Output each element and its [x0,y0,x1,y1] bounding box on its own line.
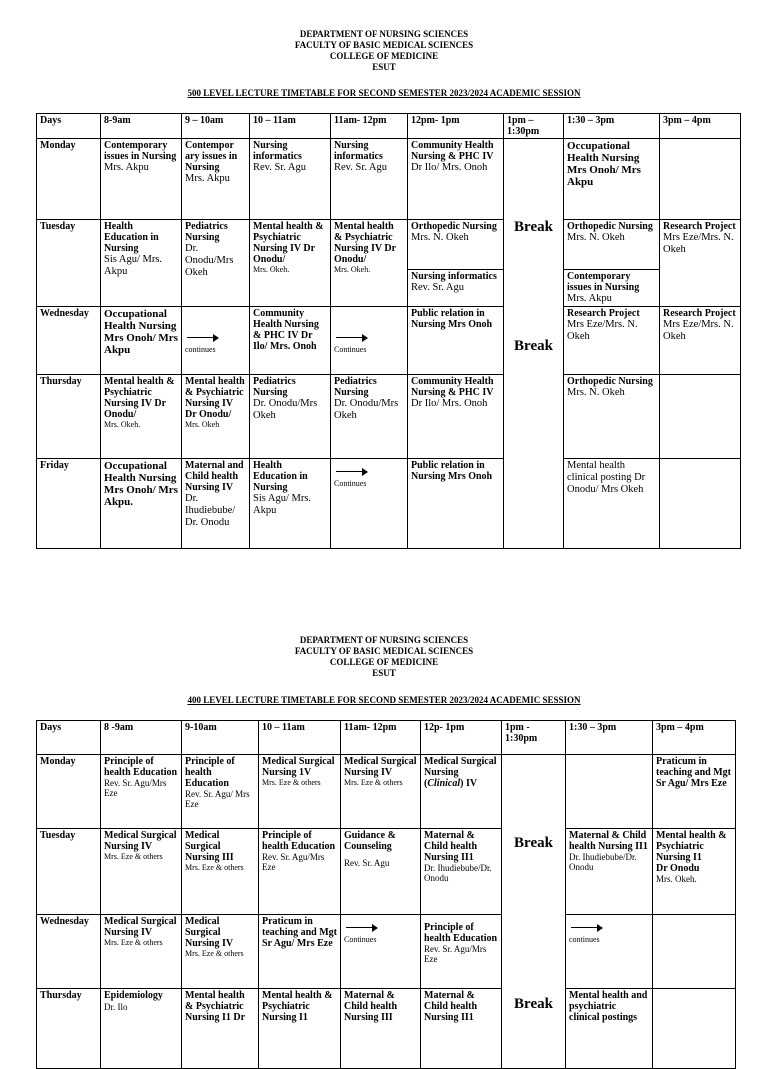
continues-arrow-icon [346,924,378,932]
header-400 [0,635,768,679]
course-name: Health Education in Nursing [104,221,159,254]
course-name: Contempor ary issues in Nursing [185,140,238,173]
continues-label: continues [185,345,216,354]
lecturer: Rev. Sr. Agu [411,282,464,293]
course-name: Principle of health Education [104,756,178,778]
course-name: Maternal and Child health Nursing IV [185,460,244,493]
timetable-cell [564,459,660,549]
lecturer: Rev. Sr. Agu [344,858,390,868]
header-500 [0,29,768,73]
lecturer: Mrs. Okeh [185,420,220,429]
timetable-cell [660,139,741,220]
break-column [504,139,564,549]
timetable-cell [653,915,736,989]
timetable-cell [331,139,408,220]
day-tuesday: Tuesday [37,829,101,915]
timetable-cell [259,755,341,829]
course-name: Medical Surgical Nursing IV [344,756,417,778]
timetable-cell [331,459,408,549]
col-header: 11am- 12pm [331,114,408,139]
course-name: Orthopedic Nursing [567,221,653,232]
lecturer: Mrs. Eze & others [185,863,244,872]
timetable-cell [331,220,408,307]
course-name: Mental health & Psychiatric Nursing IV Dr Onodu/ [185,376,245,420]
lecturer: Mrs. Akpu [185,173,230,184]
day-monday: Monday [37,139,101,220]
col-header: 1pm – 1:30pm [504,114,564,139]
timetable-cell [250,307,331,375]
lecturer: Dr. Onodu/Mrs Okeh [334,398,399,421]
timetable-cell [653,829,736,915]
timetable-cell [408,375,504,459]
course-name: Public relation in Nursing Mrs Onoh [411,460,493,482]
timetable-cell [564,375,660,459]
timetable-cell [101,459,182,549]
timetable-500 [36,113,741,549]
course-name: Mental health & Psychiatric Nursing I1 [262,990,333,1023]
course-name: Research Project [663,221,736,232]
header-line: DEPARTMENT OF NURSING SCIENCES [299,635,469,645]
col-header: 8-9am [101,114,182,139]
course-name: Pediatrics Nursing [334,376,377,398]
timetable-cell [331,307,408,375]
split-top [564,220,659,270]
header-line: COLLEGE OF MEDICINE [329,657,439,667]
col-header: 12p- 1pm [421,721,502,755]
course-name: Praticum in teaching and Mgt Sr Agu/ Mrs Eze [262,916,337,949]
timetable-cell [566,755,653,829]
split-bottom [564,270,659,306]
course-name: Pediatrics Nursing [185,221,228,243]
header-line: ESUT [372,668,396,678]
course-name [424,756,498,789]
timetable-cell [259,989,341,1069]
course-name: Pediatrics Nursing [253,376,296,398]
col-header: 8 -9am [101,721,182,755]
lecturer: Mrs. N. Okeh [567,387,625,398]
day-friday: Friday [37,459,101,549]
lecturer: Dr. Ihudiebube/ Dr. Onodu [185,493,236,528]
lecturer: Mrs. N. Okeh [411,232,469,243]
col-header: 9-10am [182,721,259,755]
course-name: Contemporary issues in Nursing [104,140,177,162]
lecturer: Dr. Onodu/Mrs Okeh [185,243,234,278]
lecturer: Mrs Eze/Mrs. N. Okeh [567,319,638,342]
continues-arrow-icon [336,334,368,342]
lecturer: Mrs Eze/Mrs. N. Okeh [663,232,734,255]
table-header-row [37,114,741,139]
timetable-cell [341,915,421,989]
course-name: Principle of health Education [262,830,336,852]
course-name: Health Education in Nursing [253,460,308,493]
timetable-title-400: 400 LEVEL LECTURE TIMETABLE FOR SECOND SEMESTER 2023/2024 ACADEMIC SESSION [187,695,581,705]
course-name: Orthopedic Nursing [411,221,497,232]
timetable-cell [421,915,502,989]
continues-arrow-icon [187,334,219,342]
timetable-cell [250,459,331,549]
header-line: COLLEGE OF MEDICINE [329,51,439,61]
timetable-cell [566,989,653,1069]
course-part-italic: Clinical [427,778,461,789]
lecturer: Rev. Sr. Agu/ Mrs Eze [185,789,250,809]
timetable-cell [182,220,250,307]
day-monday: Monday [37,755,101,829]
timetable-cell [182,375,250,459]
lecturer: Mrs. Eze & others [185,949,244,958]
timetable-cell [182,829,259,915]
course-name: Medical Surgical Nursing 1V [262,756,335,778]
lecturer: Dr. Ihudiebube/Dr. Onodu [424,863,492,883]
timetable-cell [182,459,250,549]
timetable-cell [653,755,736,829]
course-name: Maternal & Child health Nursing III [344,990,398,1023]
course-name: Research Project [663,308,736,319]
course-name: Community Health Nursing & PHC IV [411,140,494,162]
timetable-cell [182,307,250,375]
course-name: Principle of health Education [424,922,498,944]
timetable-cell [341,755,421,829]
break-label: Break [514,996,553,1012]
timetable-cell [421,755,502,829]
timetable-cell [101,375,182,459]
course-name: Nursing informatics [411,271,497,282]
timetable-400 [36,720,736,1069]
course-name: Occupational Health Nursing Mrs Onoh/ Mrs Akpu. [104,460,178,508]
day-thursday: Thursday [37,375,101,459]
lecturer: Rev. Sr. Agu/Mrs Eze [262,852,325,872]
continues-arrow-icon [336,468,368,476]
day-wednesday: Wednesday [37,915,101,989]
lecturer: Rev. Sr. Agu/Mrs Eze [104,778,167,798]
course-name: Mental health & Psychiatric Nursing IV Dr Onodu/ [334,221,396,265]
course-name: Public relation in Nursing Mrs Onoh [411,308,493,330]
col-header: 1:30 – 3pm [564,114,660,139]
course-name: Epidemiology [104,990,163,1001]
course-name: Maternal & Child health Nursing II1 [569,830,648,852]
lecturer: Dr Ilo/ Mrs. Onoh [411,398,488,409]
lecturer: Rev. Sr. Agu/Mrs Eze [424,944,487,964]
table-header-row [37,721,736,755]
header-line: FACULTY OF BASIC MEDICAL SCIENCES [294,646,474,656]
col-header: 1:30 – 3pm [566,721,653,755]
timetable-cell [660,220,741,307]
course-name: Principle of health Education [185,756,235,789]
day-thursday: Thursday [37,989,101,1069]
lecturer: Dr Ilo/ Mrs. Onoh [411,162,488,173]
break-label: Break [514,219,553,235]
timetable-cell [101,307,182,375]
timetable-cell [408,459,504,549]
course-name: Nursing informatics [334,140,383,162]
course-name: Medical Surgical Nursing IV [104,830,177,852]
timetable-cell [566,829,653,915]
table-row [37,459,741,549]
col-header: Days [37,721,101,755]
table-row [37,307,741,375]
continues-label: Continues [334,345,367,354]
course-name: Research Project [567,308,640,319]
timetable-title-500: 500 LEVEL LECTURE TIMETABLE FOR SECOND SEMESTER 2023/2024 ACADEMIC SESSION [187,88,581,98]
split-top [408,220,503,270]
table-row [37,220,741,307]
day-tuesday: Tuesday [37,220,101,307]
continues-arrow-icon [571,924,603,932]
continues-label: Continues [344,935,377,944]
timetable-cell [660,459,741,549]
timetable-cell [408,307,504,375]
table-row [37,829,736,915]
course-name: Medical Surgical Nursing III [185,830,234,863]
timetable-cell [101,755,182,829]
course-name: Mental health & Psychiatric Nursing IV Dr Onodu/ [253,221,324,265]
lecturer: Rev. Sr. Agu [253,162,306,173]
course-name: Mental health & Psychiatric Nursing I1 [656,830,727,863]
lecturer: Mrs Eze/Mrs. N. Okeh [663,319,734,342]
continues-label: Continues [334,479,367,488]
break-column [502,755,566,1069]
lecturer: Mrs. Akpu [104,162,149,173]
table-row [37,139,741,220]
timetable-cell [101,915,182,989]
lecturer: Mrs. Okeh. [656,874,697,884]
header-line: FACULTY OF BASIC MEDICAL SCIENCES [294,40,474,50]
split-bottom [408,270,503,295]
lecturer: Rev. Sr. Agu [334,162,387,173]
timetable-cell [331,375,408,459]
col-header: 11am- 12pm [341,721,421,755]
lecturer: Mrs. Eze & others [262,778,321,787]
table-row [37,989,736,1069]
timetable-cell [564,307,660,375]
table-row [37,375,741,459]
lecturer: Sis Agu/ Mrs. Akpu [253,493,312,516]
timetable-cell [341,829,421,915]
col-header: 10 – 11am [250,114,331,139]
header-line: DEPARTMENT OF NURSING SCIENCES [299,29,469,39]
lecturer: Mrs. Eze & others [104,938,163,947]
header-line: ESUT [372,62,396,72]
timetable-cell [341,989,421,1069]
course-name: Mental health clinical posting Dr Onodu/ Mrs Okeh [567,460,646,495]
timetable-cell [408,139,504,220]
timetable-cell [182,989,259,1069]
table-row [37,755,736,829]
timetable-cell [250,375,331,459]
col-header: Days [37,114,101,139]
timetable-cell [564,139,660,220]
timetable-cell [660,307,741,375]
lecturer: Dr Onodu [656,863,700,874]
timetable-cell-split [408,220,504,307]
day-wednesday: Wednesday [37,307,101,375]
course-name: Occupational Health Nursing Mrs Onoh/ Mrs Akpu [104,308,178,356]
timetable-cell [101,829,182,915]
timetable-cell [182,915,259,989]
timetable-cell [653,989,736,1069]
lecturer: Mrs. Okeh. [334,265,371,274]
col-header: 3pm – 4pm [660,114,741,139]
course-name: Contemporary issues in Nursing [567,271,640,293]
lecturer: Mrs. Eze & others [344,778,403,787]
break-label: Break [514,835,553,851]
timetable-cell [182,139,250,220]
lecturer: Mrs. Akpu [567,293,612,304]
course-name: Guidance & Counseling [344,830,396,852]
course-name: Maternal & Child health Nursing II1 [424,830,478,863]
timetable-cell [421,829,502,915]
timetable-cell [259,915,341,989]
course-name: Community Health Nursing & PHC IV [411,376,494,398]
break-label: Break [514,338,553,354]
lecturer: Dr. Ilo [104,1002,128,1012]
course-name: Praticum in teaching and Mgt Sr Agu/ Mrs Eze [656,756,731,789]
course-name: Medical Surgical Nursing IV [104,916,177,938]
course-name: Mental health & Psychiatric Nursing IV Dr Onodu/ [104,376,175,420]
col-header: 9 – 10am [182,114,250,139]
course-name: Medical Surgical Nursing IV [185,916,234,949]
timetable-cell [250,139,331,220]
course-name: Orthopedic Nursing [567,376,653,387]
course-name: Community Health Nursing & PHC IV Dr Ilo/ Mrs. Onoh [253,308,319,352]
col-header: 12pm- 1pm [408,114,504,139]
course-part: Medical Surgical Nursing ( [424,756,497,789]
timetable-cell [259,829,341,915]
course-name: Mental health & Psychiatric Nursing I1 Dr [185,990,246,1023]
timetable-cell [101,139,182,220]
timetable-cell [250,220,331,307]
col-header: 3pm – 4pm [653,721,736,755]
course-name: Maternal & Child health Nursing II1 [424,990,478,1023]
lecturer: Dr. Ihudiebube/Dr. Onodu [569,852,637,872]
lecturer: Mrs. Eze & others [104,852,163,861]
lecturer: Mrs. Okeh. [253,265,290,274]
lecturer: Mrs. N. Okeh [567,232,625,243]
lecturer: Sis Agu/ Mrs. Akpu [104,254,163,277]
timetable-cell [566,915,653,989]
lecturer: Mrs. Okeh. [104,420,141,429]
timetable-cell [421,989,502,1069]
continues-label: continues [569,935,600,944]
course-name: Occupational Health Nursing Mrs Onoh/ Mrs Akpu [567,140,641,188]
course-name: Nursing informatics [253,140,302,162]
timetable-cell [660,375,741,459]
timetable-cell [182,755,259,829]
timetable-cell [101,989,182,1069]
timetable-cell-split [564,220,660,307]
course-part: ) IV [460,778,478,789]
timetable-cell [101,220,182,307]
col-header: 10 – 11am [259,721,341,755]
lecturer: Dr. Onodu/Mrs Okeh [253,398,318,421]
course-name: Mental health and psychiatric clinical postings [569,990,648,1023]
table-row [37,915,736,989]
col-header: 1pm - 1:30pm [502,721,566,755]
